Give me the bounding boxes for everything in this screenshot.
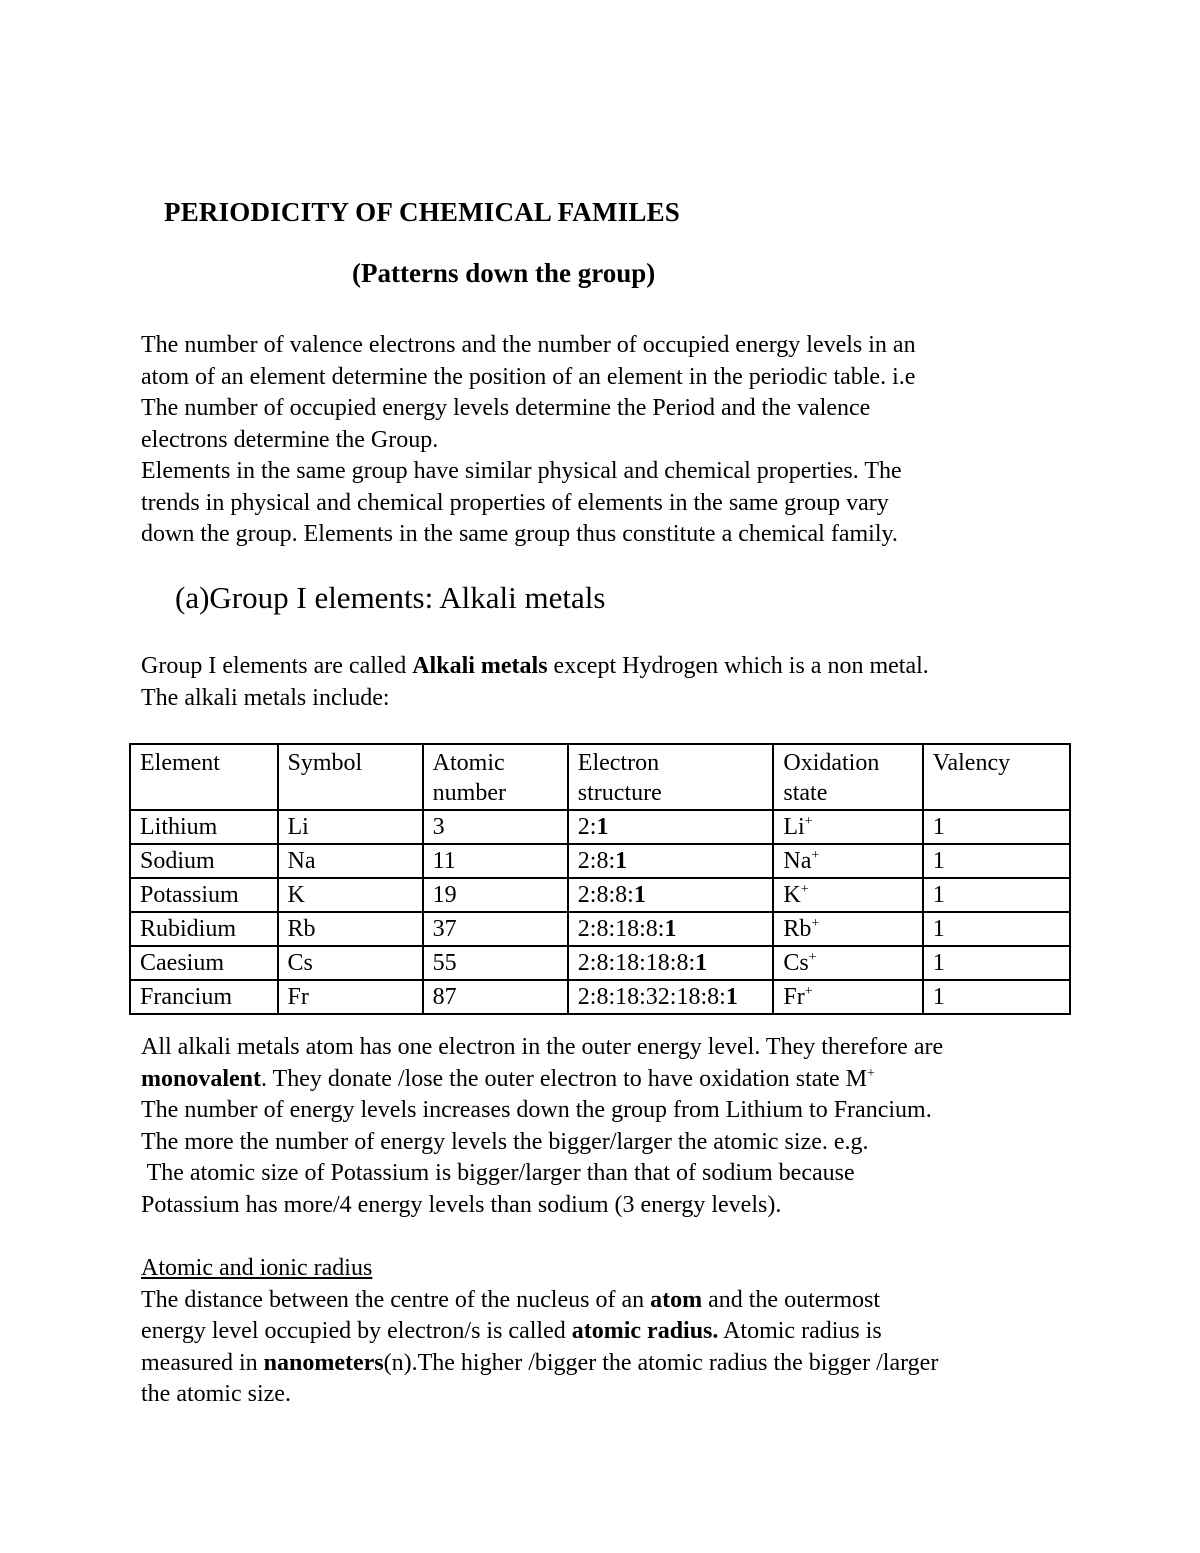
alkali-metals-table (129, 743, 1071, 1015)
table-row (130, 844, 1070, 878)
paragraph-line: Potassium has more/4 energy levels than sodium (3 energy levels). (141, 1191, 782, 1218)
cell-oxidation-state (773, 946, 922, 980)
table-row (130, 878, 1070, 912)
table-row (130, 912, 1070, 946)
cell-valency: 1 (923, 912, 1070, 946)
header-atomic-number (423, 744, 568, 810)
group-intro-line: The alkali metals include: (141, 684, 390, 711)
paragraph-text: The distance between the centre of the nucleus of an (141, 1286, 651, 1313)
paragraph-text: measured in (141, 1349, 264, 1376)
cell-valency: 1 (923, 878, 1070, 912)
paragraph-line (141, 1316, 938, 1348)
page-subtitle: (Patterns down the group) (352, 258, 656, 288)
paragraph-line: the atomic size. (141, 1381, 291, 1407)
cell-atomic-number: 37 (423, 912, 568, 946)
atomic-radius-heading: Atomic and ionic radius (141, 1255, 373, 1281)
atomic-radius-section (141, 1253, 938, 1411)
paragraph-line: The number of energy levels increases down the group from Lithium to Francium. (141, 1097, 932, 1123)
ion-symbol: Cs (783, 950, 809, 976)
cell-atomic-number: 55 (423, 946, 568, 980)
cell-atomic-number: 87 (423, 980, 568, 1014)
cell-atomic-number: 3 (423, 810, 568, 844)
cell-symbol: Cs (278, 946, 423, 980)
paragraph-text: and the outermost (702, 1286, 881, 1313)
ion-charge: + (800, 882, 809, 897)
structure-valence: 1 (596, 814, 609, 840)
group-intro-text: Group I elements are called (141, 653, 413, 679)
cell-oxidation-state (773, 912, 922, 946)
ion-charge: + (811, 916, 820, 931)
table-row (130, 946, 1070, 980)
cell-oxidation-state (773, 844, 922, 878)
ion-symbol: Rb (783, 916, 812, 942)
section-heading: (a)Group I elements: Alkali metals (175, 580, 606, 615)
cell-electron-structure (568, 912, 774, 946)
header-element: Element (130, 744, 278, 810)
paragraph-line: The more the number of energy levels the bigger/larger the atomic size. e.g. (141, 1128, 869, 1155)
cell-symbol: Rb (278, 912, 423, 946)
cell-electron-structure (568, 878, 774, 912)
cell-electron-structure (568, 810, 774, 844)
structure-valence: 1 (615, 848, 628, 874)
paragraph-line (141, 1348, 938, 1380)
ion-charge: + (804, 814, 813, 829)
header-text: Atomic (432, 750, 505, 776)
header-symbol: Symbol (278, 744, 423, 810)
structure-valence: 1 (664, 916, 677, 942)
header-text: number (432, 780, 506, 806)
header-valency: Valency (923, 744, 1070, 810)
structure-prefix: 2:8:18:32:18:8: (577, 984, 726, 1010)
ion-charge: + (808, 950, 817, 965)
ion-charge: + (804, 984, 813, 999)
structure-prefix: 2:8:18:18:8: (577, 950, 696, 976)
ion-symbol: Fr (783, 984, 805, 1010)
intro-paragraph (141, 330, 1061, 551)
ion-symbol: Li (783, 814, 805, 840)
table-header-row (130, 744, 1070, 810)
nanometers-term: nanometers (263, 1349, 384, 1376)
monovalent-term: monovalent (141, 1065, 261, 1092)
paragraph-line: The atomic size of Potassium is bigger/larger than that of sodium because (141, 1160, 855, 1186)
cell-element: Caesium (130, 946, 278, 980)
intro-line: down the group. Elements in the same group thus constitute a chemical family. (141, 521, 898, 547)
atom-term: atom (650, 1286, 703, 1313)
cell-symbol: Li (278, 810, 423, 844)
intro-line: The number of valence electrons and the number of occupied energy levels in an (141, 332, 916, 358)
ion-charge: + (811, 848, 820, 863)
alkali-properties-paragraph (141, 1032, 943, 1221)
cell-valency: 1 (923, 810, 1070, 844)
ion-charge: + (867, 1065, 875, 1081)
structure-prefix: 2:8:8: (577, 882, 634, 908)
cell-element: Potassium (130, 878, 278, 912)
table-row (130, 980, 1070, 1014)
cell-symbol: Na (278, 844, 423, 878)
cell-symbol: K (278, 878, 423, 912)
group-intro-line (141, 651, 929, 683)
ion-symbol: Na (783, 848, 812, 874)
intro-line: atom of an element determine the position of an element in the periodic table. i.e (141, 363, 916, 390)
structure-valence: 1 (725, 984, 738, 1010)
cell-element: Lithium (130, 810, 278, 844)
header-text: state (783, 780, 828, 806)
group-intro-text: except Hydrogen which is a non metal. (547, 653, 929, 679)
cell-oxidation-state (773, 810, 922, 844)
paragraph-text: (n).The higher /bigger the atomic radius the bigger /larger (383, 1349, 939, 1376)
structure-prefix: 2:8:18:8: (577, 916, 665, 942)
paragraph-text: energy level occupied by electron/s is called (141, 1318, 572, 1344)
intro-line: trends in physical and chemical properties of elements in the same group vary (141, 489, 889, 516)
page-title: PERIODICITY OF CHEMICAL FAMILES (164, 197, 680, 227)
header-text: structure (577, 780, 662, 806)
cell-atomic-number: 19 (423, 878, 568, 912)
paragraph-text: . They donate /lose the outer electron to have oxidation state M (261, 1065, 868, 1092)
cell-valency: 1 (923, 844, 1070, 878)
cell-atomic-number: 11 (423, 844, 568, 878)
structure-prefix: 2: (577, 814, 597, 840)
cell-element: Rubidium (130, 912, 278, 946)
group-intro-paragraph (141, 651, 929, 714)
atomic-radius-term: atomic radius. (571, 1318, 719, 1344)
header-oxidation-state (773, 744, 922, 810)
paragraph-line (141, 1064, 943, 1096)
cell-electron-structure (568, 980, 774, 1014)
alkali-metals-term: Alkali metals (412, 653, 548, 679)
cell-oxidation-state (773, 878, 922, 912)
cell-electron-structure (568, 946, 774, 980)
header-text: Electron (577, 750, 660, 776)
cell-valency: 1 (923, 946, 1070, 980)
header-text: Oxidation (783, 750, 880, 776)
structure-valence: 1 (695, 950, 708, 976)
ion-symbol: K (783, 882, 801, 908)
cell-element: Francium (130, 980, 278, 1014)
cell-symbol: Fr (278, 980, 423, 1014)
header-electron-structure (568, 744, 774, 810)
paragraph-line: All alkali metals atom has one electron in the outer energy level. They therefore are (141, 1034, 944, 1060)
cell-oxidation-state (773, 980, 922, 1014)
structure-valence: 1 (633, 882, 646, 908)
cell-element: Sodium (130, 844, 278, 878)
intro-line: The number of occupied energy levels determine the Period and the valence (141, 395, 871, 421)
cell-electron-structure (568, 844, 774, 878)
paragraph-text: Atomic radius is (718, 1318, 882, 1344)
structure-prefix: 2:8: (577, 848, 616, 874)
intro-line: Elements in the same group have similar physical and chemical properties. The (141, 458, 902, 484)
table-row (130, 810, 1070, 844)
intro-line: electrons determine the Group. (141, 426, 439, 453)
cell-valency: 1 (923, 980, 1070, 1014)
paragraph-line (141, 1285, 938, 1317)
